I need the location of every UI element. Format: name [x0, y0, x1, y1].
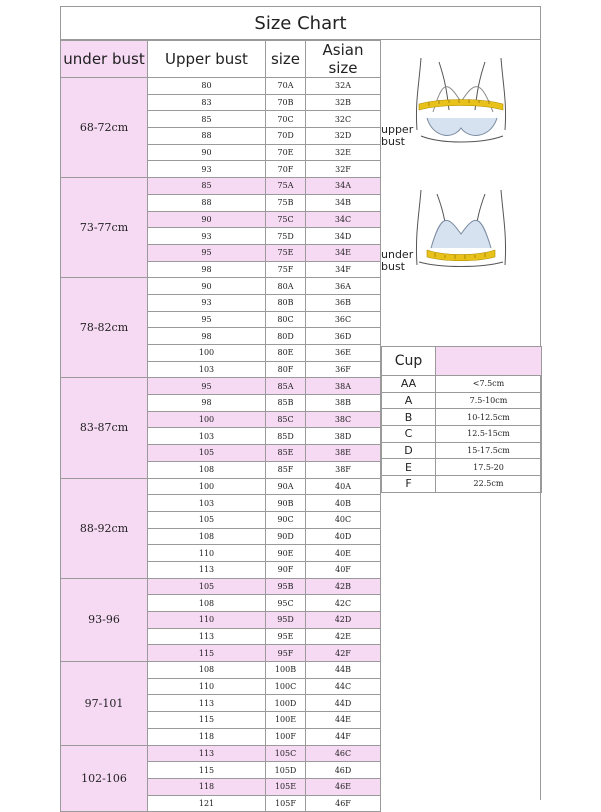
size-cell: 75A: [266, 178, 306, 195]
upper-bust-cell: 90: [148, 144, 266, 161]
upper-bust-cell: 88: [148, 194, 266, 211]
cup-header-blank: [436, 347, 542, 376]
upper-bust-cell: 85: [148, 111, 266, 128]
asian-size-cell: 44C: [306, 678, 381, 695]
size-cell: 85C: [266, 411, 306, 428]
upper-bust-cell: 95: [148, 311, 266, 328]
cup-table: [381, 346, 542, 493]
size-cell: 100C: [266, 678, 306, 695]
asian-size-cell: 44B: [306, 662, 381, 679]
asian-size-cell: 40C: [306, 511, 381, 528]
under-bust-cell: 88-92cm: [61, 478, 148, 578]
size-table-header: [61, 41, 381, 78]
asian-size-cell: 32F: [306, 161, 381, 178]
size-cell: 70E: [266, 144, 306, 161]
cup-difference-cell: <7.5cm: [436, 376, 542, 393]
size-cell: 85B: [266, 395, 306, 412]
header-upper-bust: Upper bust: [148, 41, 266, 78]
upper-bust-cell: 113: [148, 561, 266, 578]
size-cell: 80B: [266, 294, 306, 311]
size-cell: 80A: [266, 278, 306, 295]
under-bust-cell: 97-101: [61, 662, 148, 745]
under-bust-cell: 93-96: [61, 578, 148, 661]
asian-size-cell: 36A: [306, 278, 381, 295]
size-cell: 100D: [266, 695, 306, 712]
upper-bust-cell: 115: [148, 712, 266, 729]
size-cell: 75E: [266, 244, 306, 261]
upper-bust-cell: 95: [148, 378, 266, 395]
cup-letter-cell: F: [382, 476, 436, 493]
upper-bust-cell: 113: [148, 628, 266, 645]
size-cell: 85E: [266, 445, 306, 462]
under-bust-label: under bust: [381, 248, 414, 273]
cup-difference-cell: 15-17.5cm: [436, 442, 542, 459]
cup-letter-cell: E: [382, 459, 436, 476]
cup-table-header: [382, 347, 542, 376]
table-row: [61, 478, 381, 495]
size-cell: 100F: [266, 728, 306, 745]
cup-row: [382, 392, 542, 409]
asian-size-cell: 34E: [306, 244, 381, 261]
size-cell: 90A: [266, 478, 306, 495]
asian-size-cell: 34D: [306, 228, 381, 245]
size-cell: 70D: [266, 128, 306, 145]
asian-size-cell: 38B: [306, 395, 381, 412]
table-row: [61, 745, 381, 762]
cup-header: Cup: [382, 347, 436, 376]
size-cell: 80C: [266, 311, 306, 328]
asian-size-cell: 32A: [306, 78, 381, 95]
table-row: [61, 78, 381, 95]
size-cell: 95B: [266, 578, 306, 595]
cup-row: [382, 459, 542, 476]
table-row: [61, 378, 381, 395]
asian-size-cell: 46E: [306, 778, 381, 795]
size-cell: 100B: [266, 662, 306, 679]
size-cell: 90C: [266, 511, 306, 528]
asian-size-cell: 42C: [306, 595, 381, 612]
asian-size-cell: 38A: [306, 378, 381, 395]
upper-bust-cell: 88: [148, 128, 266, 145]
cup-difference-cell: 7.5-10cm: [436, 392, 542, 409]
upper-tape-measure: [419, 100, 503, 111]
size-cell: 90E: [266, 545, 306, 562]
upper-bust-cell: 118: [148, 778, 266, 795]
asian-size-cell: 36B: [306, 294, 381, 311]
header-asian-size: Asian size: [306, 41, 381, 78]
upper-bust-cell: 93: [148, 294, 266, 311]
bra-illustration-svg: [381, 40, 541, 345]
cup-difference-cell: 12.5-15cm: [436, 426, 542, 443]
size-cell: 105F: [266, 795, 306, 812]
asian-size-cell: 40A: [306, 478, 381, 495]
size-cell: 85F: [266, 461, 306, 478]
upper-bust-cell: 108: [148, 662, 266, 679]
asian-size-cell: 36C: [306, 311, 381, 328]
asian-size-cell: 46D: [306, 762, 381, 779]
asian-size-cell: 40F: [306, 561, 381, 578]
size-cell: 100E: [266, 712, 306, 729]
size-cell: 105E: [266, 778, 306, 795]
upper-bust-cell: 95: [148, 244, 266, 261]
size-cell: 95F: [266, 645, 306, 662]
asian-size-cell: 42E: [306, 628, 381, 645]
asian-size-cell: 44F: [306, 728, 381, 745]
asian-size-cell: 36E: [306, 345, 381, 362]
asian-size-cell: 44D: [306, 695, 381, 712]
table-row: [61, 578, 381, 595]
size-cell: 95C: [266, 595, 306, 612]
upper-bust-cell: 113: [148, 745, 266, 762]
measurement-illustrations: [381, 40, 541, 345]
cup-letter-cell: A: [382, 392, 436, 409]
upper-bust-cell: 100: [148, 411, 266, 428]
size-cell: 75D: [266, 228, 306, 245]
asian-size-cell: 38D: [306, 428, 381, 445]
table-row: [61, 278, 381, 295]
size-cell: 75F: [266, 261, 306, 278]
upper-bust-cell: 93: [148, 228, 266, 245]
asian-size-cell: 36F: [306, 361, 381, 378]
asian-size-cell: 32E: [306, 144, 381, 161]
upper-bust-cell: 121: [148, 795, 266, 812]
size-cell: 90F: [266, 561, 306, 578]
cup-row: [382, 442, 542, 459]
asian-size-cell: 42D: [306, 612, 381, 629]
upper-bust-cell: 103: [148, 361, 266, 378]
cup-letter-cell: D: [382, 442, 436, 459]
cup-row: [382, 409, 542, 426]
upper-bust-cell: 85: [148, 178, 266, 195]
size-cell: 85A: [266, 378, 306, 395]
upper-bust-cell: 90: [148, 211, 266, 228]
size-cell: 95E: [266, 628, 306, 645]
asian-size-cell: 46C: [306, 745, 381, 762]
upper-bust-cell: 90: [148, 278, 266, 295]
size-cell: 95D: [266, 612, 306, 629]
upper-bust-cell: 115: [148, 762, 266, 779]
asian-size-cell: 32D: [306, 128, 381, 145]
size-cell: 75B: [266, 194, 306, 211]
size-cell: 70F: [266, 161, 306, 178]
asian-size-cell: 38C: [306, 411, 381, 428]
asian-size-cell: 44E: [306, 712, 381, 729]
size-cell: 105D: [266, 762, 306, 779]
upper-bust-cell: 108: [148, 461, 266, 478]
header-size: size: [266, 41, 306, 78]
upper-bust-label: upper bust: [381, 123, 414, 148]
under-bust-cell: 102-106: [61, 745, 148, 812]
upper-bust-cell: 83: [148, 94, 266, 111]
under-bust-cell: 68-72cm: [61, 78, 148, 178]
size-cell: 70B: [266, 94, 306, 111]
cup-difference-cell: 22.5cm: [436, 476, 542, 493]
cup-difference-cell: 10-12.5cm: [436, 409, 542, 426]
size-cell: 80D: [266, 328, 306, 345]
cup-difference-cell: 17.5-20: [436, 459, 542, 476]
asian-size-cell: 40D: [306, 528, 381, 545]
size-cell: 75C: [266, 211, 306, 228]
asian-size-cell: 38E: [306, 445, 381, 462]
cup-row: [382, 376, 542, 393]
table-row: [61, 662, 381, 679]
cup-letter-cell: C: [382, 426, 436, 443]
asian-size-cell: 38F: [306, 461, 381, 478]
size-cell: 90D: [266, 528, 306, 545]
cup-row: [382, 476, 542, 493]
cup-row: [382, 426, 542, 443]
upper-bust-cell: 113: [148, 695, 266, 712]
upper-bust-cell: 110: [148, 678, 266, 695]
asian-size-cell: 42F: [306, 645, 381, 662]
table-row: [61, 178, 381, 195]
right-border-line: [540, 490, 541, 800]
size-cell: 70C: [266, 111, 306, 128]
asian-size-cell: 34B: [306, 194, 381, 211]
upper-bust-cell: 110: [148, 545, 266, 562]
size-cell: 105C: [266, 745, 306, 762]
upper-bust-cell: 100: [148, 478, 266, 495]
asian-size-cell: 34A: [306, 178, 381, 195]
cup-letter-cell: AA: [382, 376, 436, 393]
size-cell: 80E: [266, 345, 306, 362]
page-title: Size Chart: [60, 8, 541, 40]
under-bust-cell: 78-82cm: [61, 278, 148, 378]
upper-bust-cell: 105: [148, 445, 266, 462]
upper-bust-cell: 98: [148, 328, 266, 345]
upper-bust-cell: 118: [148, 728, 266, 745]
upper-bust-cell: 110: [148, 612, 266, 629]
asian-size-cell: 32B: [306, 94, 381, 111]
upper-bust-cell: 105: [148, 511, 266, 528]
cup-letter-cell: B: [382, 409, 436, 426]
upper-bust-cell: 108: [148, 528, 266, 545]
upper-bust-cell: 80: [148, 78, 266, 95]
upper-bust-cell: 108: [148, 595, 266, 612]
asian-size-cell: 40E: [306, 545, 381, 562]
upper-bust-cell: 115: [148, 645, 266, 662]
size-table: [60, 40, 381, 812]
size-cell: 70A: [266, 78, 306, 95]
asian-size-cell: 32C: [306, 111, 381, 128]
upper-bust-cell: 103: [148, 495, 266, 512]
upper-bust-cell: 93: [148, 161, 266, 178]
upper-bust-cell: 98: [148, 261, 266, 278]
asian-size-cell: 42B: [306, 578, 381, 595]
size-cell: 85D: [266, 428, 306, 445]
header-under-bust: under bust: [61, 41, 148, 78]
upper-bust-cell: 100: [148, 345, 266, 362]
asian-size-cell: 40B: [306, 495, 381, 512]
under-bust-cell: 73-77cm: [61, 178, 148, 278]
asian-size-cell: 34C: [306, 211, 381, 228]
asian-size-cell: 34F: [306, 261, 381, 278]
size-cell: 80F: [266, 361, 306, 378]
upper-bust-cell: 103: [148, 428, 266, 445]
size-cell: 90B: [266, 495, 306, 512]
under-bust-cell: 83-87cm: [61, 378, 148, 478]
upper-bust-cell: 98: [148, 395, 266, 412]
asian-size-cell: 36D: [306, 328, 381, 345]
upper-bust-cell: 105: [148, 578, 266, 595]
asian-size-cell: 46F: [306, 795, 381, 812]
